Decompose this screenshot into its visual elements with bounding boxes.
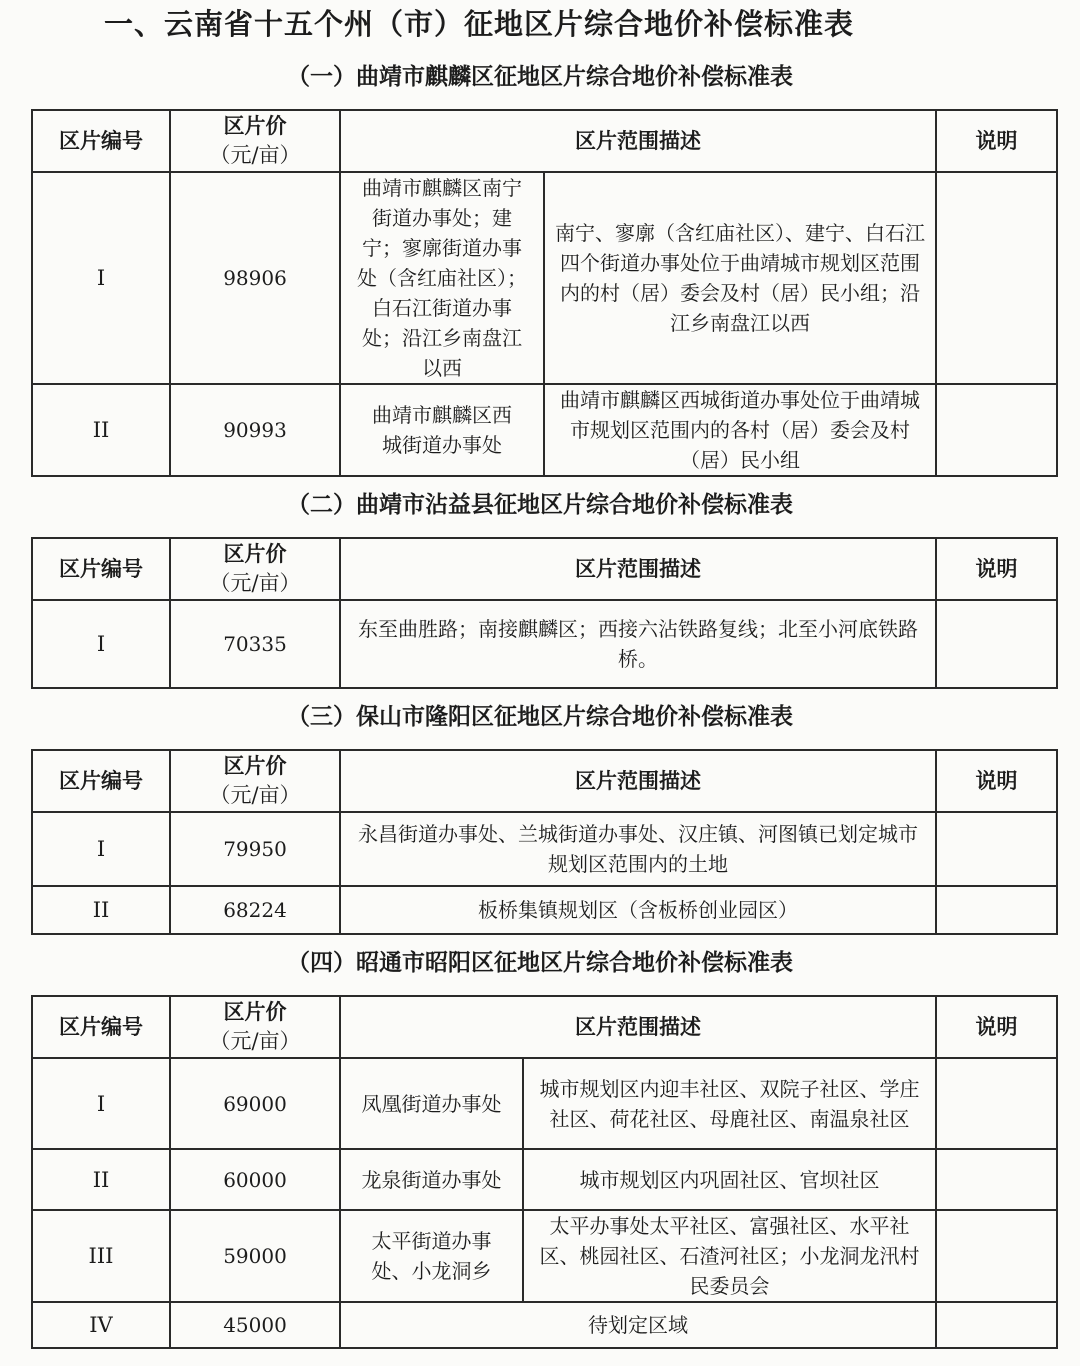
header-price-unit: （元/亩）	[209, 783, 301, 807]
cell-code: III	[32, 1210, 170, 1302]
header-desc: 区片范围描述	[340, 110, 936, 172]
table-row	[32, 1058, 1057, 1149]
table-section-4	[31, 995, 1058, 1349]
cell-code: I	[32, 600, 170, 688]
table-row	[32, 1302, 1057, 1348]
table-section-3	[31, 749, 1058, 935]
cell-code: I	[32, 1058, 170, 1149]
cell-price: 45000	[170, 1302, 340, 1348]
header-desc: 区片范围描述	[340, 750, 936, 812]
cell-area: 曲靖市麒麟区西城街道办事处	[340, 384, 544, 476]
cell-code: I	[32, 172, 170, 384]
cell-code: II	[32, 384, 170, 476]
section-title-4: （四）昭通市昭阳区征地区片综合地价补偿标准表	[287, 950, 793, 976]
cell-price: 69000	[170, 1058, 340, 1149]
header-price-unit: （元/亩）	[209, 1029, 301, 1053]
cell-price: 59000	[170, 1210, 340, 1302]
header-price-line1: 区片价	[223, 1000, 287, 1024]
section-title-3: （三）保山市隆阳区征地区片综合地价补偿标准表	[287, 704, 793, 730]
cell-area: 龙泉街道办事处	[340, 1149, 523, 1210]
header-code: 区片编号	[32, 750, 170, 812]
cell-range: 东至曲胜路；南接麒麟区；西接六沾铁路复线；北至小河底铁路桥。	[340, 600, 936, 688]
cell-price: 60000	[170, 1149, 340, 1210]
table-row	[32, 1210, 1057, 1302]
header-price-line1: 区片价	[223, 754, 287, 778]
header-price	[170, 750, 340, 812]
header-desc: 区片范围描述	[340, 996, 936, 1058]
cell-note	[936, 384, 1057, 476]
cell-note	[936, 1302, 1057, 1348]
table-row	[32, 812, 1057, 886]
table-section-1	[31, 109, 1058, 477]
cell-note	[936, 172, 1057, 384]
header-price-unit: （元/亩）	[209, 143, 301, 167]
header-note: 说明	[936, 996, 1057, 1058]
cell-code: IV	[32, 1302, 170, 1348]
cell-code: II	[32, 1149, 170, 1210]
table-row	[32, 1149, 1057, 1210]
header-price	[170, 110, 340, 172]
cell-note	[936, 600, 1057, 688]
cell-area: 曲靖市麒麟区南宁街道办事处；建宁；寥廓街道办事处（含红庙社区）；白石江街道办事处；沿江乡南盘江以西	[340, 172, 544, 384]
cell-price: 70335	[170, 600, 340, 688]
section-title-2: （二）曲靖市沾益县征地区片综合地价补偿标准表	[287, 492, 793, 518]
header-code: 区片编号	[32, 110, 170, 172]
table-row	[32, 600, 1057, 688]
cell-range: 永昌街道办事处、兰城街道办事处、汉庄镇、河图镇已划定城市规划区范围内的土地	[340, 812, 936, 886]
table-header-row	[32, 750, 1057, 812]
cell-price: 79950	[170, 812, 340, 886]
header-price	[170, 996, 340, 1058]
cell-price: 90993	[170, 384, 340, 476]
table-section-2	[31, 537, 1058, 689]
page-title: 一、云南省十五个州（市）征地区片综合地价补偿标准表	[104, 7, 855, 41]
header-price-line1: 区片价	[223, 114, 287, 138]
cell-area: 太平街道办事处、小龙洞乡	[340, 1210, 523, 1302]
section-title-1: （一）曲靖市麒麟区征地区片综合地价补偿标准表	[287, 64, 793, 90]
header-desc: 区片范围描述	[340, 538, 936, 600]
cell-range: 城市规划区内巩固社区、官坝社区	[523, 1149, 936, 1210]
header-price-unit: （元/亩）	[209, 571, 301, 595]
header-price	[170, 538, 340, 600]
cell-code: I	[32, 812, 170, 886]
cell-code: II	[32, 886, 170, 934]
cell-area: 凤凰街道办事处	[340, 1058, 523, 1149]
table-row	[32, 886, 1057, 934]
table-row	[32, 172, 1057, 384]
cell-note	[936, 1210, 1057, 1302]
table-header-row	[32, 538, 1057, 600]
header-note: 说明	[936, 538, 1057, 600]
table-header-row	[32, 110, 1057, 172]
cell-price: 98906	[170, 172, 340, 384]
cell-range: 南宁、寥廓（含红庙社区）、建宁、白石江四个街道办事处位于曲靖城市规划区范围内的村（居）委会及村（居）民小组；沿江乡南盘江以西	[544, 172, 936, 384]
header-price-line1: 区片价	[223, 542, 287, 566]
cell-note	[936, 812, 1057, 886]
header-code: 区片编号	[32, 538, 170, 600]
cell-note	[936, 1058, 1057, 1149]
cell-price: 68224	[170, 886, 340, 934]
table-row	[32, 384, 1057, 476]
header-code: 区片编号	[32, 996, 170, 1058]
header-note: 说明	[936, 750, 1057, 812]
cell-range: 曲靖市麒麟区西城街道办事处位于曲靖城市规划区范围内的各村（居）委会及村（居）民小组	[544, 384, 936, 476]
cell-note	[936, 886, 1057, 934]
cell-range: 太平办事处太平社区、富强社区、水平社区、桃园社区、石渣河社区；小龙洞龙汛村民委员会	[523, 1210, 936, 1302]
cell-range: 板桥集镇规划区（含板桥创业园区）	[340, 886, 936, 934]
cell-range: 城市规划区内迎丰社区、双院子社区、学庄社区、荷花社区、母鹿社区、南温泉社区	[523, 1058, 936, 1149]
header-note: 说明	[936, 110, 1057, 172]
cell-note	[936, 1149, 1057, 1210]
cell-range: 待划定区域	[340, 1302, 936, 1348]
table-header-row	[32, 996, 1057, 1058]
